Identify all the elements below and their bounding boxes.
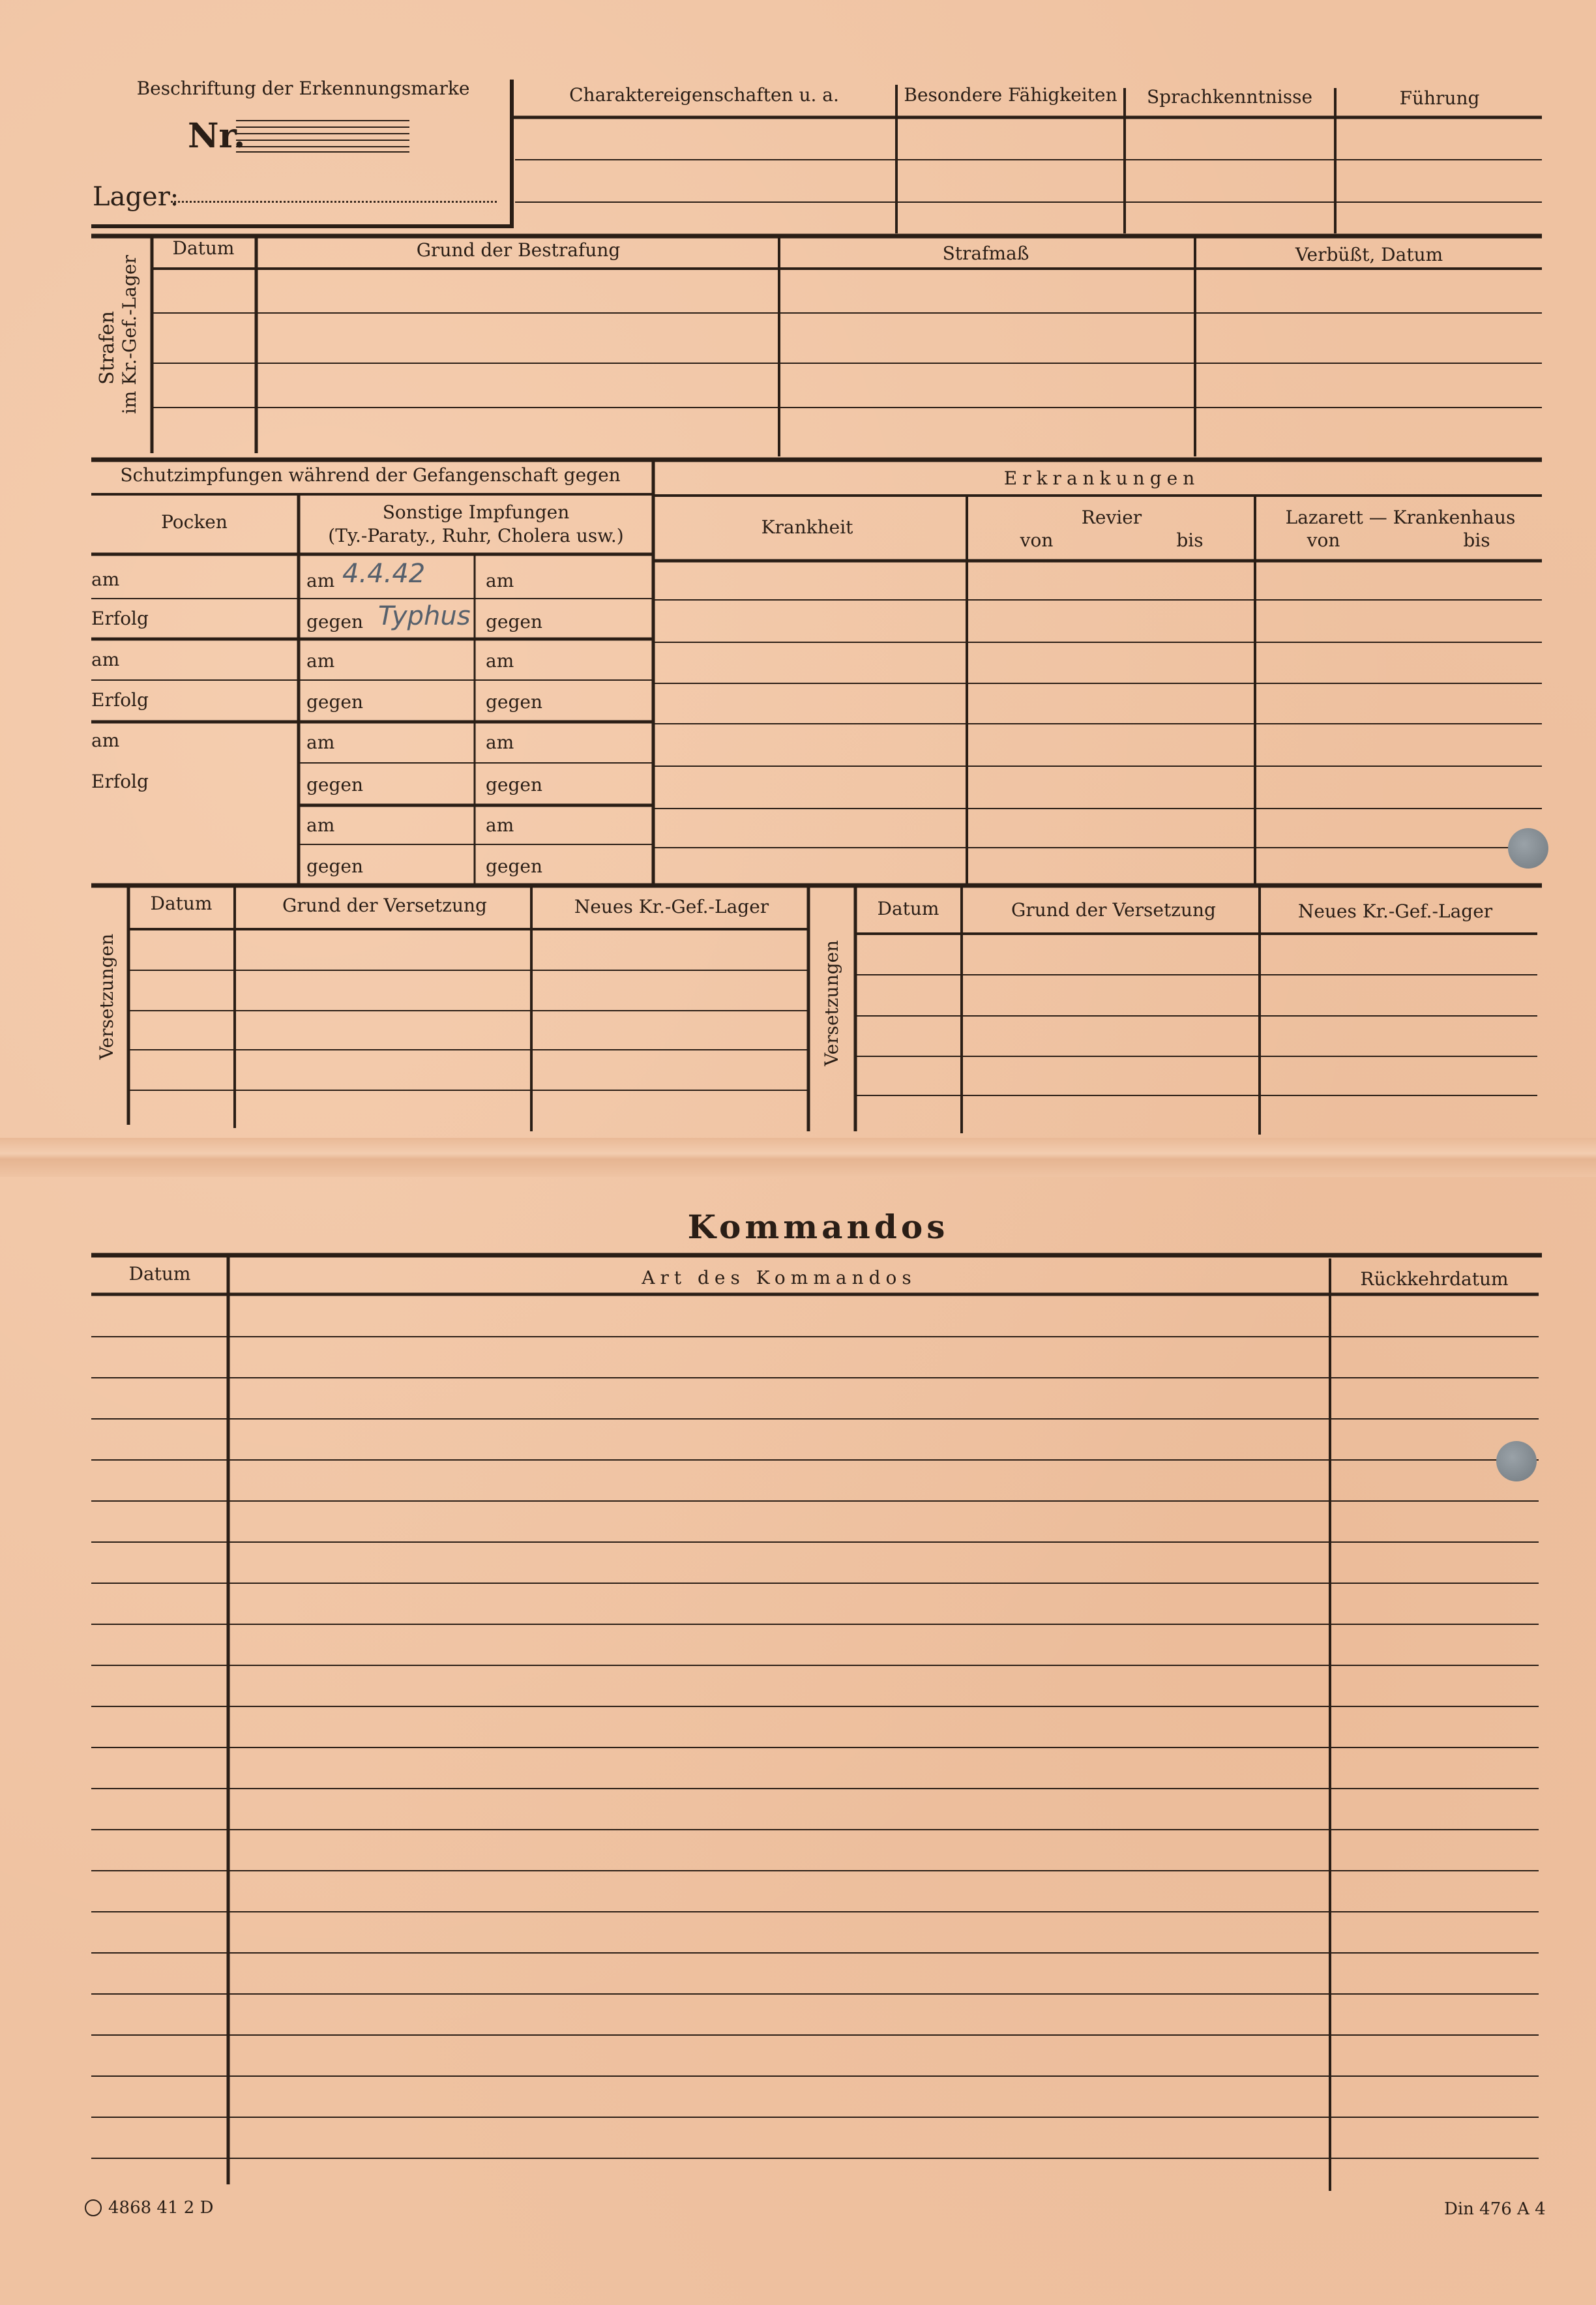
sonstige-gegen-4a: gegen bbox=[306, 855, 364, 877]
pocken-am-2: am bbox=[91, 649, 120, 670]
lager-label: Lager: bbox=[93, 182, 179, 212]
sonstige-am-2b: am bbox=[486, 650, 514, 672]
sonstige-gegen-1a: gegen bbox=[306, 611, 364, 632]
sonstige-gegen-3a: gegen bbox=[306, 774, 364, 796]
erkrankungen-title: Erkrankungen bbox=[1003, 468, 1200, 489]
revier-bis: bis bbox=[1176, 529, 1204, 551]
strafen-col-strafmass: Strafmaß bbox=[942, 243, 1029, 264]
pocken-erfolg-1: Erfolg bbox=[91, 608, 149, 629]
beschriftung-label: Beschriftung der Erkennungsmarke bbox=[136, 78, 470, 99]
sonstige-am-4a: am bbox=[306, 814, 335, 836]
lazarett-bis: bis bbox=[1463, 529, 1490, 551]
strafen-side-label-2: im Kr.-Gef.-Lager bbox=[119, 255, 140, 414]
col-pocken: Pocken bbox=[161, 511, 228, 533]
vers-left-col-lager: Neues Kr.-Gef.-Lager bbox=[574, 896, 769, 917]
form-code-text: 4868 41 2 D bbox=[108, 2198, 214, 2218]
col-charakter: Charaktereigenschaften u. a. bbox=[569, 84, 839, 106]
strafen-col-grund: Grund der Bestrafung bbox=[416, 239, 621, 261]
sonstige-am-1b: am bbox=[486, 570, 514, 591]
vers-left-col-datum: Datum bbox=[150, 893, 213, 914]
strafen-side-label-1: Strafen bbox=[96, 310, 119, 385]
col-sonstige-2: (Ty.-Paraty., Ruhr, Cholera usw.) bbox=[328, 525, 624, 546]
col-lazarett: Lazarett — Krankenhaus bbox=[1285, 507, 1516, 528]
form-code bbox=[85, 2199, 213, 2216]
handwritten-typhus: Typhus bbox=[378, 601, 471, 631]
punch-hole-lower bbox=[1496, 1441, 1537, 1481]
sonstige-am-1a: am bbox=[306, 570, 335, 591]
versetzungen-side-label-right: Versetzungen bbox=[821, 940, 842, 1066]
sonstige-am-2a: am bbox=[306, 650, 335, 672]
col-sonstige-1: Sonstige Impfungen bbox=[382, 501, 570, 523]
vers-right-col-datum: Datum bbox=[877, 898, 939, 919]
versetzungen-side-label-left: Versetzungen bbox=[96, 933, 117, 1060]
sonstige-gegen-2a: gegen bbox=[306, 691, 364, 713]
sonstige-gegen-1b: gegen bbox=[486, 611, 543, 632]
col-sprache: Sprachkenntnisse bbox=[1146, 86, 1313, 108]
pocken-am-1: am bbox=[91, 569, 120, 590]
revier-von: von bbox=[1020, 529, 1054, 551]
din-label: Din 476 A 4 bbox=[1444, 2199, 1546, 2219]
impfungen-title: Schutzimpfungen während der Gefangenschaft gegen bbox=[120, 464, 621, 486]
kom-col-rueckkehr: Rückkehrdatum bbox=[1360, 1268, 1509, 1290]
pocken-erfolg-3: Erfolg bbox=[91, 771, 149, 792]
kom-col-art: Art des Kommandos bbox=[642, 1267, 917, 1288]
form-code-symbol bbox=[85, 2199, 102, 2216]
sonstige-gegen-3b: gegen bbox=[486, 774, 543, 796]
pocken-erfolg-2: Erfolg bbox=[91, 689, 149, 711]
nr-label: Nr. bbox=[188, 116, 246, 156]
vers-right-col-grund: Grund der Versetzung bbox=[1011, 899, 1216, 921]
strafen-col-datum: Datum bbox=[172, 237, 235, 259]
handwritten-date: 4.4.42 bbox=[342, 559, 426, 589]
sonstige-gegen-4b: gegen bbox=[486, 855, 543, 877]
col-fuehrung: Führung bbox=[1399, 87, 1480, 109]
lager-field[interactable] bbox=[171, 201, 497, 203]
punch-hole-upper bbox=[1508, 828, 1548, 869]
sonstige-am-4b: am bbox=[486, 814, 514, 836]
pocken-am-3: am bbox=[91, 730, 120, 751]
vers-right-col-lager: Neues Kr.-Gef.-Lager bbox=[1297, 900, 1493, 922]
kom-col-datum: Datum bbox=[128, 1263, 191, 1285]
lazarett-von: von bbox=[1307, 529, 1340, 551]
strafen-col-verbuesst: Verbüßt, Datum bbox=[1295, 244, 1443, 265]
kommandos-title: Kommandos bbox=[687, 1208, 949, 1246]
col-krankheit: Krankheit bbox=[761, 516, 853, 538]
col-revier: Revier bbox=[1081, 507, 1142, 528]
sonstige-am-3b: am bbox=[486, 732, 514, 753]
vers-left-col-grund: Grund der Versetzung bbox=[282, 895, 487, 916]
sonstige-gegen-2b: gegen bbox=[486, 691, 543, 713]
col-faehigkeiten: Besondere Fähigkeiten bbox=[904, 84, 1117, 106]
sonstige-am-3a: am bbox=[306, 732, 335, 753]
